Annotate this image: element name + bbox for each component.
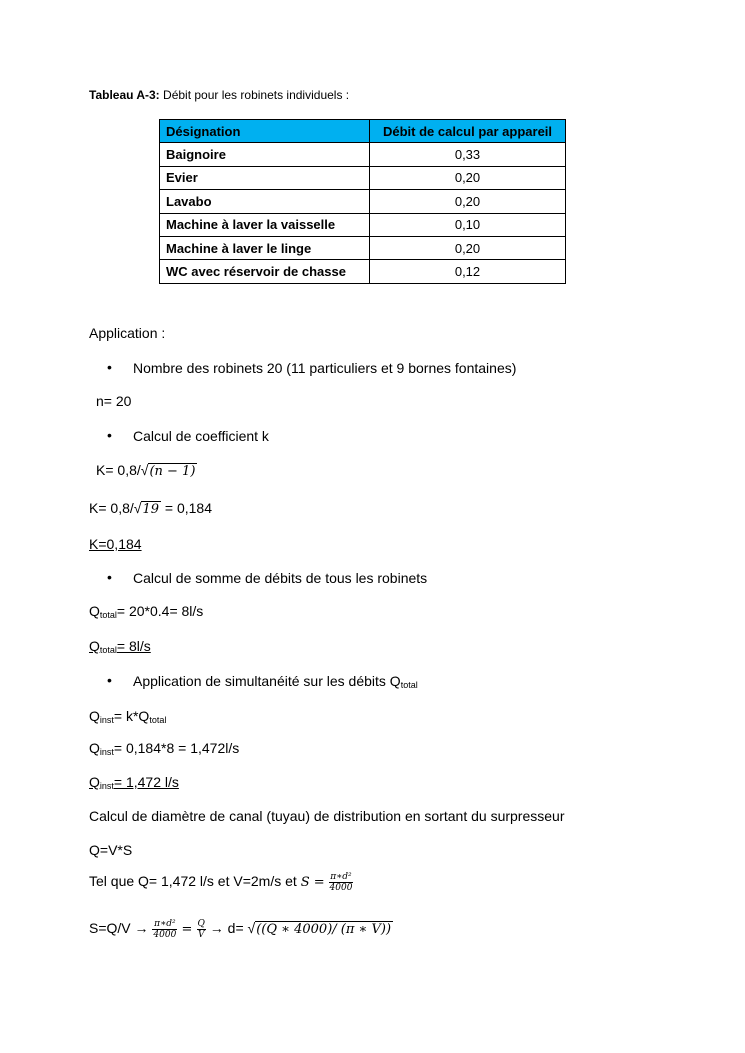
sqrt-symbol: √ (133, 500, 142, 516)
q-letter: Q (89, 774, 100, 790)
qinst-formula-text: = k*Q (113, 708, 150, 724)
cell-debit: 0,20 (370, 166, 566, 189)
bullet-somme-debits (107, 569, 428, 586)
bullet-calcul-k (107, 427, 269, 444)
table-header-row (160, 120, 566, 143)
bullet-text: Calcul de somme de débits de tous les robinets (133, 570, 428, 586)
header-debit: Débit de calcul par appareil (370, 120, 566, 143)
fraction-numerator: π∗d² (154, 919, 176, 929)
total-subscript: total (400, 680, 418, 690)
qv-fraction (197, 919, 206, 940)
total-subscript: total (99, 610, 117, 620)
q-letter: Q (89, 708, 100, 724)
qinst-result-text: = 1,472 l/s (113, 774, 179, 790)
inst-subscript: inst (99, 747, 114, 757)
d-equals: → d= (205, 920, 248, 937)
sqrt-symbol: √ (140, 462, 149, 478)
qinst-calc (89, 740, 239, 757)
d-radicand: ((Q ∗ 4000)/ (π ∗ V)) (256, 922, 392, 938)
table-row (160, 166, 566, 189)
tel-que-line (89, 872, 353, 893)
caption-text: Débit pour les robinets individuels : (159, 88, 350, 102)
fraction-denominator: V (197, 930, 205, 940)
application-heading: Application : (89, 325, 166, 341)
qtotal-calc (89, 603, 203, 620)
cell-designation: Baignoire (160, 143, 370, 166)
k-calc-radicand: 19 (142, 502, 159, 517)
k-calc-suffix: = 0,184 (161, 500, 212, 516)
k-formula-prefix: K= 0,8/ (96, 462, 141, 478)
qtotal-result (89, 638, 151, 655)
fraction-numerator: π∗d² (330, 872, 352, 882)
s-equals: S = (300, 875, 325, 891)
bullet-icon: • (107, 569, 112, 585)
k-formula-radicand: (n − 1) (149, 464, 196, 479)
flow-rate-table (159, 119, 566, 284)
cell-designation: Machine à laver le linge (160, 236, 370, 259)
s-qv-line: S=Q/V → $\frac{\text{π∗d²}}{4000}$ = $\frac{Q}{V}$ → d= √((Q ∗ 4000)/ (π ∗ V)) (89, 919, 392, 940)
s-qv-text: S=Q/V → (89, 920, 153, 937)
cell-designation: Evier (160, 166, 370, 189)
n-equation: n= 20 (96, 393, 132, 409)
bullet-simultaneite (107, 672, 418, 690)
bullet-icon: • (107, 672, 112, 688)
k-result: K=0,184 (89, 536, 142, 552)
table-row (160, 260, 566, 283)
k-calc (89, 500, 212, 517)
cell-debit: 0,20 (370, 190, 566, 213)
cell-debit: 0,33 (370, 143, 566, 166)
cell-debit: 0,10 (370, 213, 566, 236)
table-caption (89, 88, 349, 102)
area-fraction (329, 872, 354, 893)
inst-subscript: inst (99, 781, 114, 791)
diametre-heading: Calcul de diamètre de canal (tuyau) de distribution en sortant du surpresseur (89, 808, 565, 824)
caption-label: Tableau A-3: (89, 88, 160, 102)
inst-subscript: inst (99, 715, 114, 725)
q-letter: Q (89, 740, 100, 756)
bullet-text: Calcul de coefficient k (133, 428, 269, 444)
bullet-text: Application de simultanéité sur les débits Q (133, 673, 401, 689)
q-vs-equation: Q=V*S (89, 842, 133, 858)
q-letter: Q (89, 638, 100, 654)
table-row (160, 190, 566, 213)
bullet-nombre-robinets (107, 359, 517, 376)
table-row (160, 236, 566, 259)
table-row (160, 143, 566, 166)
qinst-calc-text: = 0,184*8 = 1,472l/s (113, 740, 240, 756)
qtotal-result-text: = 8l/s (116, 638, 151, 654)
cell-designation: Machine à laver la vaisselle (160, 213, 370, 236)
qinst-result (89, 774, 179, 791)
fraction-denominator: 4000 (153, 930, 177, 940)
area-fraction (152, 919, 177, 940)
sqrt-symbol: √ (247, 920, 256, 937)
tel-que-text: Tel que Q= 1,472 l/s et V=2m/s et (89, 873, 301, 890)
qinst-formula (89, 708, 166, 725)
fraction-numerator: Q (197, 919, 205, 929)
cell-designation: WC avec réservoir de chasse (160, 260, 370, 283)
total-subscript: total (149, 715, 167, 725)
cell-debit: 0,12 (370, 260, 566, 283)
bullet-icon: • (107, 359, 112, 375)
q-letter: Q (89, 603, 100, 619)
cell-debit: 0,20 (370, 236, 566, 259)
fraction-denominator: 4000 (329, 883, 353, 893)
header-designation: Désignation (160, 120, 370, 143)
bullet-text: Nombre des robinets 20 (11 particuliers et 9 bornes fontaines) (133, 360, 517, 376)
k-calc-prefix: K= 0,8/ (89, 500, 134, 516)
k-formula (96, 462, 197, 479)
total-subscript: total (99, 645, 117, 655)
bullet-icon: • (107, 427, 112, 443)
cell-designation: Lavabo (160, 190, 370, 213)
qtotal-calc-text: = 20*0.4= 8l/s (116, 603, 204, 619)
table-row (160, 213, 566, 236)
